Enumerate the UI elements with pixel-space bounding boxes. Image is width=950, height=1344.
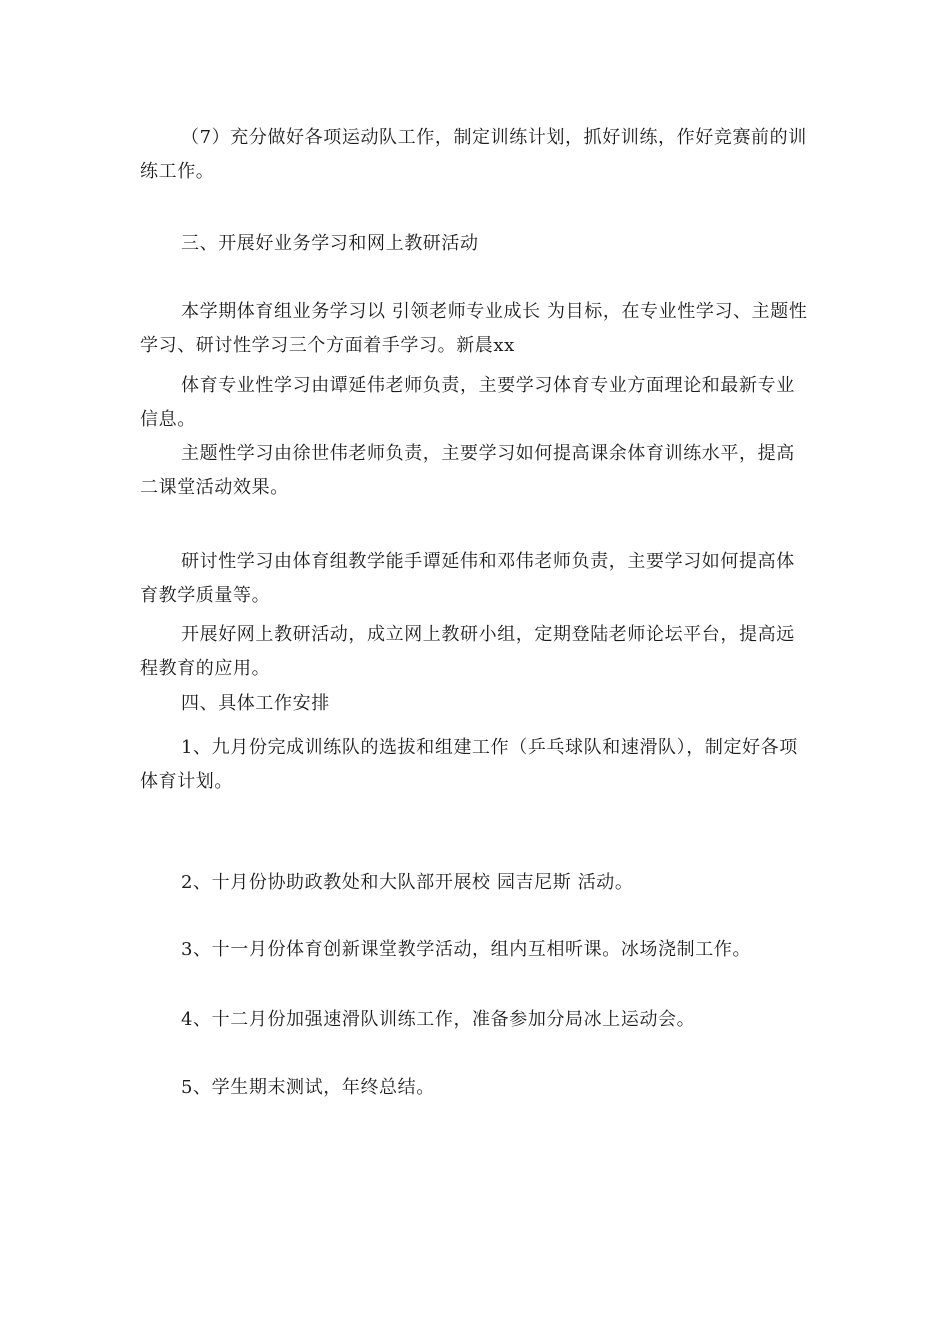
paragraph-thematic-study: 主题性学习由徐世伟老师负责，主要学习如何提高课余体育训练水平，提高二课堂活动效果。: [140, 443, 795, 498]
paragraph-online-research: 开展好网上教研活动，成立网上教研小组，定期登陆老师论坛平台，提高远程教育的应用。: [140, 624, 795, 679]
list-item-september: 1、九月份完成训练队的选拔和组建工作（乒乓球队和速滑队），制定好各项体育计划。: [140, 737, 798, 792]
list-item-november: 3、十一月份体育创新课堂教学活动，组内互相听课。冰场浇制工作。: [181, 939, 752, 960]
list-item-december: 4、十二月份加强速滑队训练工作，准备参加分局冰上运动会。: [181, 1009, 696, 1030]
list-item-october: 2、十月份协助政教处和大队部开展校 园吉尼斯 活动。: [181, 872, 634, 893]
heading-section-three: 三、开展好业务学习和网上教研活动: [181, 233, 479, 254]
paragraph-seminar-study: 研讨性学习由体育组教学能手谭延伟和邓伟老师负责，主要学习如何提高体育教学质量等。: [140, 551, 795, 606]
list-item-final-exam: 5、学生期末测试，年终总结。: [181, 1077, 435, 1098]
heading-section-four: 四、具体工作安排: [181, 693, 330, 714]
paragraph-sports-team-work: （7）充分做好各项运动队工作，制定训练计划，抓好训练，作好竞赛前的训练工作。: [140, 127, 807, 182]
paragraph-study-goal: 本学期体育组业务学习以 引领老师专业成长 为目标，在专业性学习、主题性学习、研讨性学习三个方面着手学习。新晨xx: [140, 301, 808, 356]
paragraph-professional-study: 体育专业性学习由谭延伟老师负责，主要学习体育专业方面理论和最新专业信息。: [140, 375, 795, 430]
